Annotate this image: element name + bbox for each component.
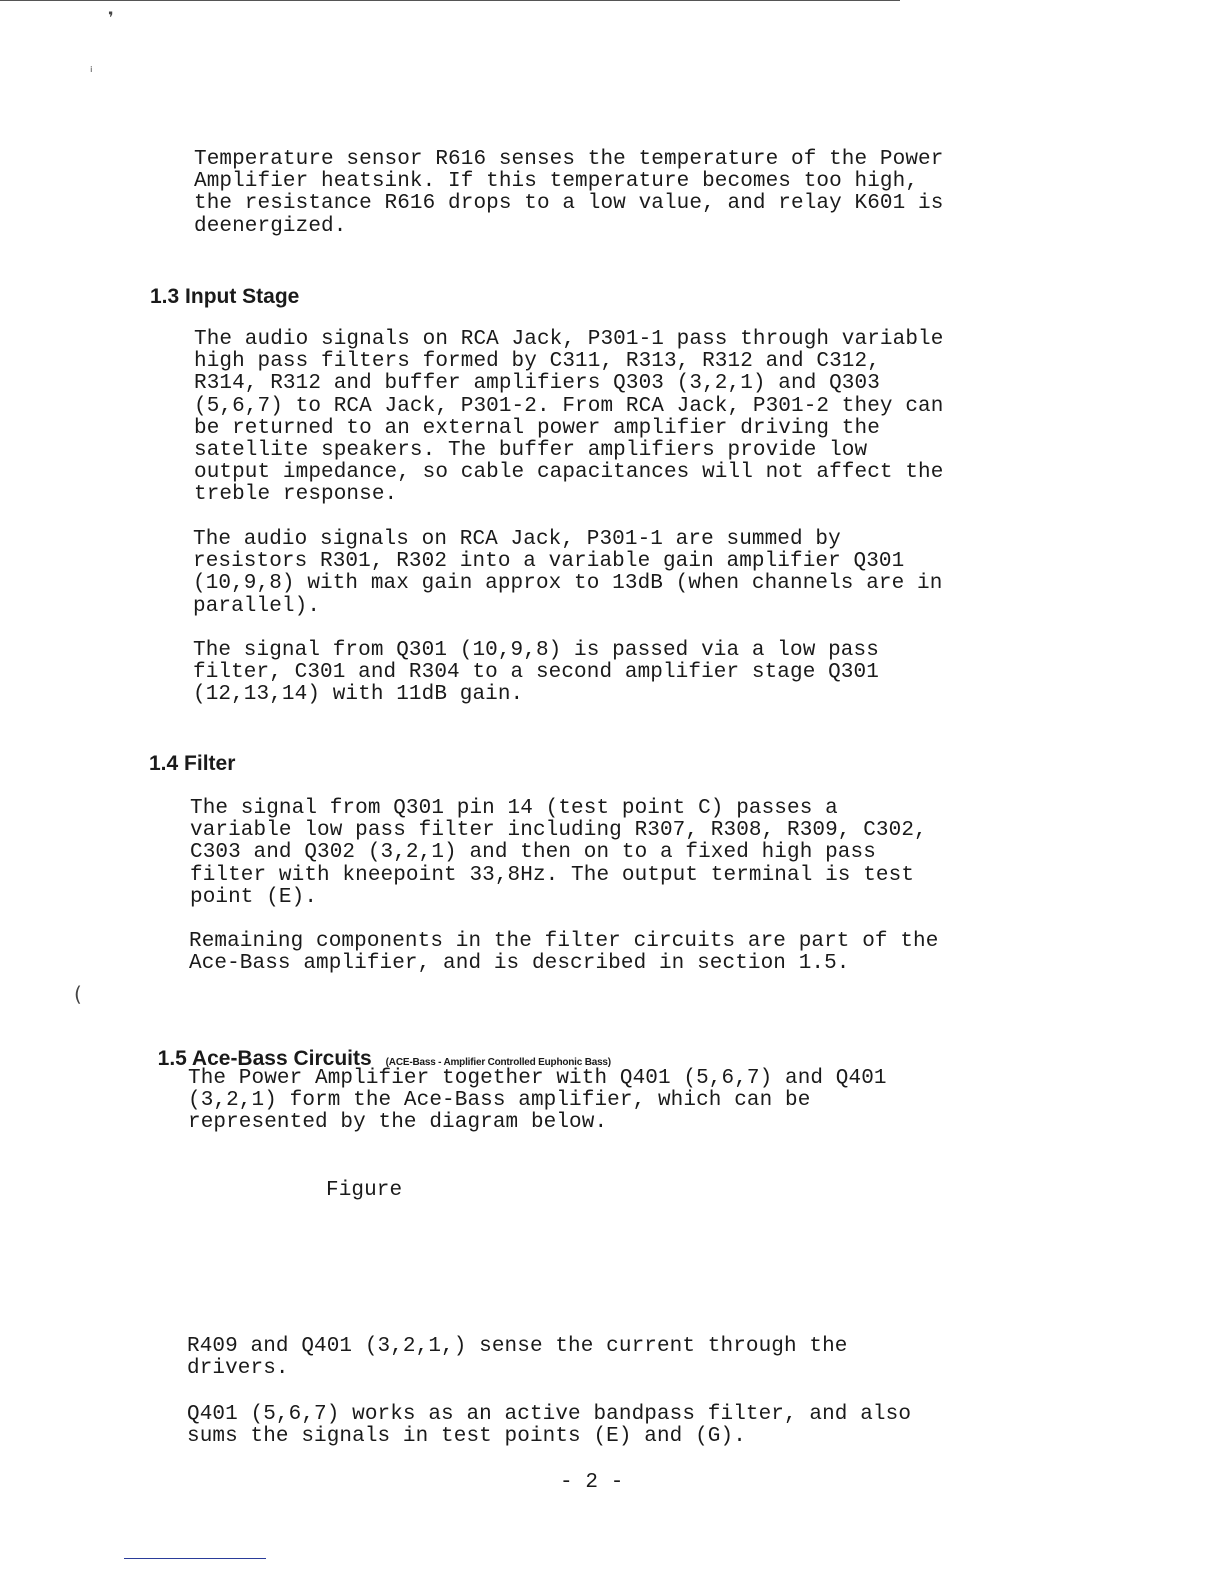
- paragraph-input-stage-2: The audio signals on RCA Jack, P301-1 are summed by resistors R301, R302 into a variable gain amplifier Q301 (10,9,8) with max gain approx to 13dB (when channels are in parallel).: [193, 528, 943, 618]
- paragraph-ace-bass-3: Q401 (5,6,7) works as an active bandpass filter, and also sums the signals in test points (E) and (G).: [187, 1403, 912, 1449]
- paragraph-temperature-sensor: Temperature sensor R616 senses the temperature of the Power Amplifier heatsink. If this temperature becomes too high, the resistance R616 drops to a low value, and relay K601 is deenergized.: [194, 148, 944, 238]
- paragraph-filter-2: Remaining components in the filter circuits are part of the Ace-Bass amplifier, and is described in section 1.5.: [189, 930, 939, 976]
- scan-mark: (: [74, 982, 82, 1006]
- page-number: - 2 -: [560, 1471, 624, 1494]
- section-heading-1-4: 1.4 Filter: [149, 752, 236, 775]
- scan-artifact-top: [0, 0, 900, 1]
- section-heading-1-3: 1.3 Input Stage: [150, 285, 300, 308]
- paragraph-input-stage-3: The signal from Q301 (10,9,8) is passed via a low pass filter, C301 and R304 to a second amplifier stage Q301 (12,13,14) with 11dB gain.: [193, 639, 879, 707]
- section-heading-1-5-title: 1.5 Ace-Bass Circuits: [157, 1047, 372, 1070]
- section-heading-1-5-subtitle: (ACE-Bass - Amplifier Controlled Euphonic Bass): [385, 1057, 611, 1068]
- paragraph-ace-bass-1: The Power Amplifier together with Q401 (5,6,7) and Q401 (3,2,1) form the Ace-Bass amplifier, which can be represented by the diagram below.: [188, 1067, 887, 1135]
- paragraph-filter-1: The signal from Q301 pin 14 (test point C) passes a variable low pass filter including R307, R308, R309, C302, C303 and Q302 (3,2,1) and then on to a fixed high pass filter with kneepoint 33,8Hz. The output terminal is test point (E).: [190, 797, 927, 909]
- scan-mark: ❜: [108, 8, 114, 27]
- paragraph-ace-bass-2: R409 and Q401 (3,2,1,) sense the current through the drivers.: [187, 1335, 848, 1381]
- scan-mark: ᵢ: [90, 60, 93, 76]
- figure-placeholder-label: Figure: [326, 1179, 403, 1202]
- paragraph-input-stage-1: The audio signals on RCA Jack, P301-1 pass through variable high pass filters formed by C311, R313, R312 and C312, R314, R312 and buffer amplifiers Q303 (3,2,1) and Q303 (5,6,7) to RCA Jack, P301-2. From RCA Jack, P301-2 they can be returned to an external power amplifier driving the satellite speakers. The buffer amplifiers provide low output impedance, so cable capacitances will not affect the treble response.: [194, 328, 944, 507]
- scan-artifact-bottom: [124, 1558, 266, 1559]
